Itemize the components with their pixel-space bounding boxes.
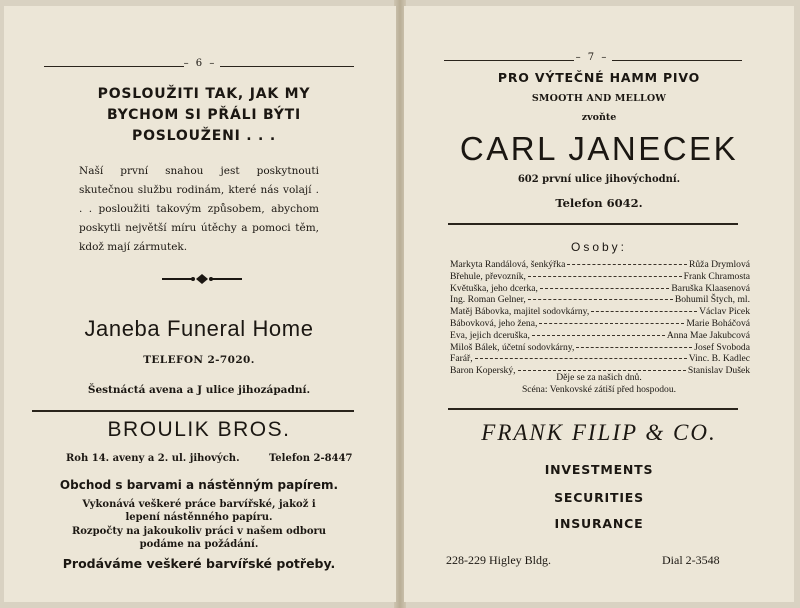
cast-character: Miloš Bálek, účetní sodovkárny, <box>450 341 575 353</box>
top-rule-left <box>44 66 184 67</box>
cast-heading: Osoby: <box>570 240 627 254</box>
securities-line: SECURITIES <box>554 490 644 505</box>
cast-actor: Frank Chramosta <box>683 270 750 282</box>
cast-row <box>450 271 750 283</box>
cast-list <box>450 259 750 377</box>
cast-row <box>450 342 750 354</box>
janecek-phone: Telefon 6042. <box>555 196 643 210</box>
cast-actor: Vinc. B. Kadlec <box>688 353 750 365</box>
cast-row <box>450 306 750 318</box>
cast-character: Matěj Bábovka, majitel sodovkárny, <box>450 306 590 318</box>
broulik-line-2: Vykonává veškeré práce barvířské, jakož i lepení nástěnného papíru. <box>82 499 316 523</box>
cast-row <box>450 294 750 306</box>
cast-row <box>450 330 750 342</box>
section-rule <box>448 408 738 410</box>
section-rule <box>32 410 354 412</box>
cast-character: Markyta Randálová, šenkýřka <box>450 259 566 270</box>
beer-line: PRO VÝTEČNÉ HAMM PIVO <box>497 70 701 85</box>
page-number: – 6 – <box>183 58 217 69</box>
page-number: – 7 – <box>575 52 609 63</box>
funeral-home-name: Janeba Funeral Home <box>84 316 314 341</box>
page-heading: POSLOUŽITI TAK, JAK MY BYCHOM SI PŘÁLI BÝTI POSLOUŽENI . . . <box>97 86 311 144</box>
top-rule-right <box>612 60 742 61</box>
cast-actor: Bohumil Štych, ml. <box>674 294 750 306</box>
left-page <box>4 6 396 602</box>
broulik-name: BROULIK BROS. <box>107 418 291 441</box>
cast-actor: Růža Drymlová <box>688 259 750 270</box>
cast-actor: Marie Boháčová <box>686 317 750 329</box>
cast-character: Bábovková, jeho žena, <box>450 317 538 329</box>
smooth-line: SMOOTH AND MELLOW <box>531 93 667 104</box>
right-page <box>404 6 794 602</box>
cast-character: Farář, <box>450 353 473 365</box>
ornament-divider-icon <box>162 272 242 286</box>
broulik-phone: Telefon 2-8447 <box>269 453 353 464</box>
cast-actor: Stanislav Dušek <box>687 365 750 377</box>
investments-line: INVESTMENTS <box>544 462 654 477</box>
frank-filip-dial: Dial 2-3548 <box>662 553 720 567</box>
funeral-home-phone: TELEFON 2-7020. <box>143 354 255 366</box>
call-line: zvoňte <box>581 112 617 123</box>
carl-janecek-name: CARL JANECEK <box>459 130 739 167</box>
cast-character: Eva, jejich dceruška, <box>450 329 530 341</box>
cast-character: Baron Koperský, <box>450 365 516 377</box>
broulik-line-1: Obchod s barvami a nástěnným papírem. <box>59 478 339 492</box>
cast-row <box>450 259 750 271</box>
frank-filip-name: FRANK FILIP & CO. <box>481 420 717 445</box>
broulik-line-3: Rozpočty na jakoukoliv práci v našem odboru podáme na požádání. <box>71 526 327 550</box>
cast-actor: Baruška Klaasenová <box>671 282 750 294</box>
cast-character: Ing. Roman Gelner, <box>450 294 526 306</box>
top-rule-left <box>444 60 574 61</box>
intro-paragraph: Naší první snahou jest poskytnouti skutečnou službu rodinám, které nás volají . . . posloužiti takovým způsobem, abychom poskytli největší míru útěchy a pomoci těm, kdož mají zármutek. <box>79 165 319 253</box>
cast-character: Květuška, jeho dcerka, <box>450 282 538 294</box>
cast-row <box>450 353 750 365</box>
broulik-line-4: Prodáváme veškeré barvířské potřeby. <box>62 556 336 571</box>
scene-line: Scéna: Venkovské zátiší před hospodou. <box>521 384 677 395</box>
place-line: Děje se za našich dnů. <box>556 372 642 383</box>
insurance-line: INSURANCE <box>554 516 644 531</box>
cast-character: Břehule, převozník, <box>450 270 526 282</box>
section-rule <box>448 223 738 225</box>
cast-actor: Václav Picek <box>699 306 750 318</box>
frank-filip-address: 228-229 Higley Bldg. <box>446 553 551 567</box>
top-rule-right <box>220 66 354 67</box>
broulik-address: Roh 14. aveny a 2. ul. jihových. <box>66 453 240 464</box>
cast-row <box>450 283 750 295</box>
cast-actor: Anna Mae Jakubcová <box>666 329 750 341</box>
cast-actor: Josef Svoboda <box>694 341 750 353</box>
cast-row <box>450 318 750 330</box>
funeral-home-address: Šestnáctá avena a J ulice jihozápadní. <box>87 384 311 396</box>
janecek-address: 602 první ulice jihovýchodní. <box>517 174 681 185</box>
